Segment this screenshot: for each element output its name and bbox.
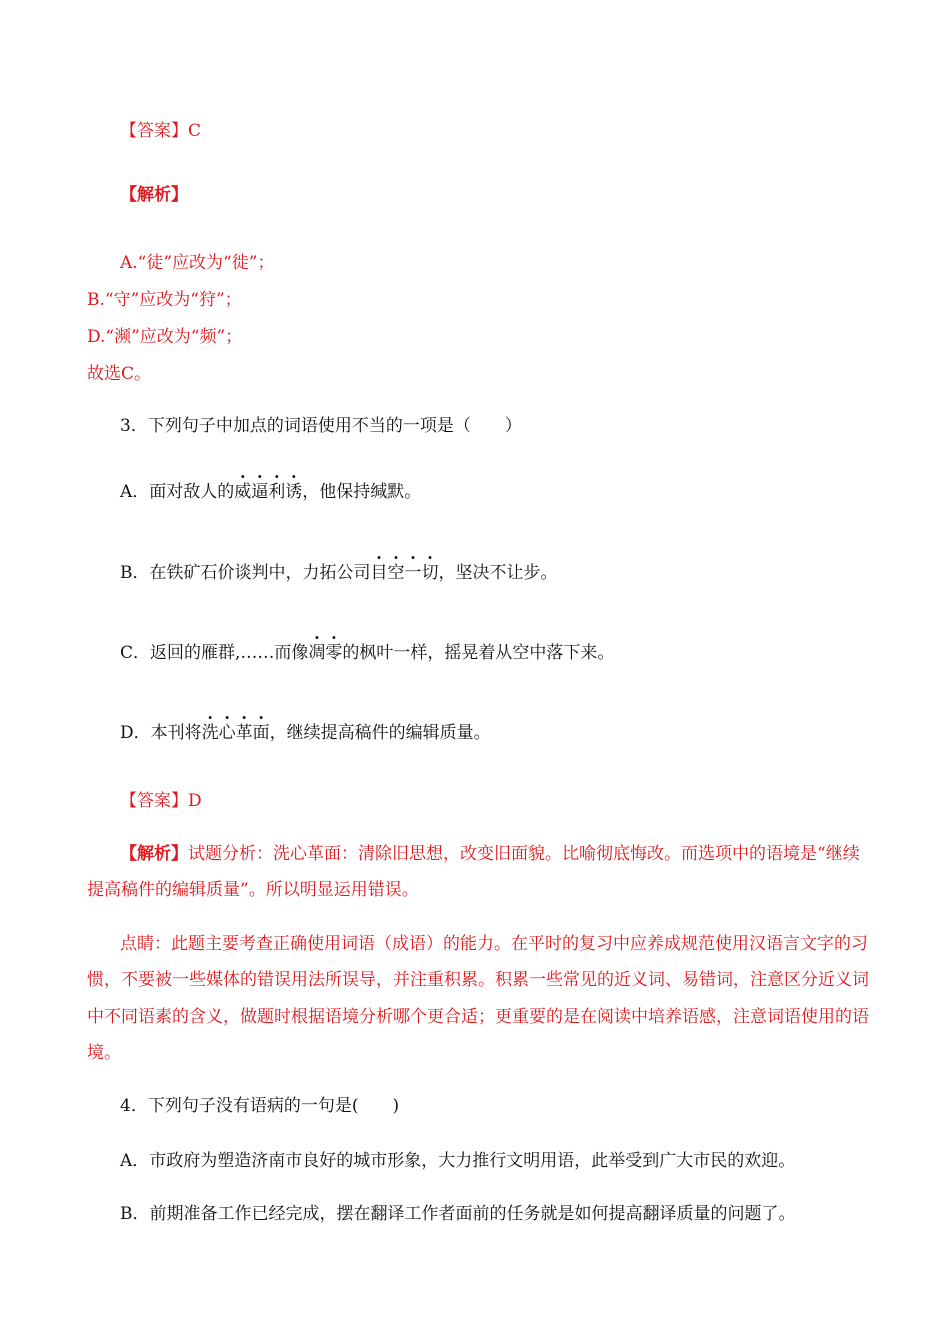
question-4-option-a: A．市政府为塑造济南市良好的城市形象，大力推行文明用语，此举受到广大市民的欢迎。 xyxy=(120,1151,796,1171)
answer-value: C xyxy=(188,121,202,141)
tip-line-2: 惯，不要被一些媒体的错误用法所误导，并注重积累。积累一些常见的近义词、易错词，注意区分近义词 xyxy=(87,970,869,990)
analysis-1-line-b: B.“守”应改为“狩”； xyxy=(87,290,242,310)
answer-label: 【答案】 xyxy=(120,791,188,811)
analysis-3-line-2: 提高稿件的编辑质量”。所以明显运用错误。 xyxy=(87,880,419,900)
analysis-1-line-d: D.“濒”应改为“频”； xyxy=(87,327,243,347)
question-3-option-d: D．本刊将洗心革面，继续提高稿件的编辑质量。 xyxy=(120,723,491,743)
analysis-label: 【解析】 xyxy=(120,844,188,864)
analysis-1-label: 【解析】 xyxy=(120,185,188,205)
tip-line-4: 境。 xyxy=(87,1043,121,1063)
question-4-option-b: B．前期准备工作已经完成，摆在翻译工作者面前的任务就是如何提高翻译质量的问题了。 xyxy=(120,1204,796,1224)
question-3-option-a: A．面对敌人的威逼利诱，他保持缄默。 xyxy=(120,482,422,502)
answer-3 xyxy=(120,790,202,812)
answer-value: D xyxy=(188,791,202,811)
tip-line-1: 点睛：此题主要考查正确使用词语（成语）的能力。在平时的复习中应养成规范使用汉语言文字的习 xyxy=(120,934,868,954)
answer-1 xyxy=(120,120,201,142)
analysis-3-line-1: 【解析】试题分析：洗心革面：清除旧思想，改变旧面貌。比喻彻底悔改。而选项中的语境是“继续 xyxy=(120,844,860,864)
question-3-option-b: B．在铁矿石价谈判中，力拓公司目空一切，坚决不让步。 xyxy=(120,563,558,583)
question-3-option-c: C．返回的雁群,……而像凋零的枫叶一样，摇晃着从空中落下来。 xyxy=(120,643,615,663)
analysis-1-line-a: A.“徒”应改为“徙”； xyxy=(120,253,275,273)
tip-line-3: 中不同语素的含义，做题时根据语境分析哪个更合适；更重要的是在阅读中培养语感，注意词语使用的语 xyxy=(87,1007,869,1027)
question-4-stem: 4．下列句子没有语病的一句是( ) xyxy=(120,1096,400,1116)
answer-label: 【答案】 xyxy=(120,121,188,141)
analysis-1-conclusion: 故选C。 xyxy=(87,364,152,384)
question-3-stem: 3．下列句子中加点的词语使用不当的一项是（ ） xyxy=(120,416,522,436)
